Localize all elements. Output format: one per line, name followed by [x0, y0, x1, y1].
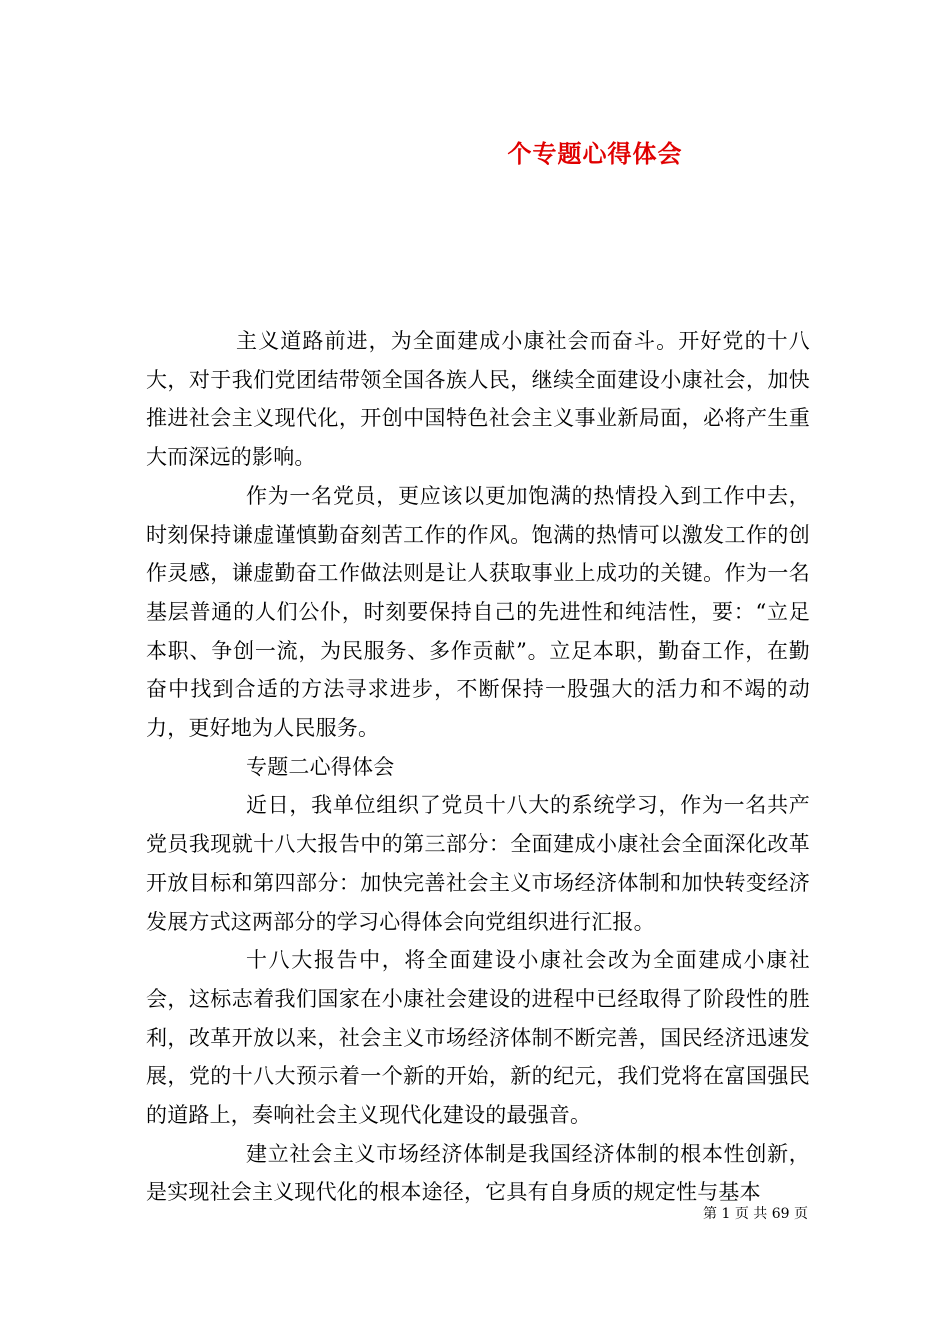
document-body	[146, 322, 810, 1212]
page-number-footer: 第 1 页 共 69 页	[703, 1206, 808, 1222]
section-heading: 专题二心得体会	[246, 754, 395, 779]
paragraph: 作为一名党员，更应该以更加饱满的热情投入到工作中去，时刻保持谦虚谨慎勤奋刻苦工作的作风。饱满的热情可以激发工作的创作灵感，谦虚勤奋工作做法则是让人获取事业上成功的关键。作为一名基层普通的人们公仆，时刻要保持自己的先进性和纯洁性，要：“立足本职、争创一流，为民服务、多作贡献”。立足本职，勤奋工作，在勤奋中找到合适的方法寻求进步，不断保持一股强大的活力和不竭的动力，更好地为人民服务。	[146, 483, 810, 741]
paragraph: 主义道路前进，为全面建成小康社会而奋斗。开好党的十八大，对于我们党团结带领全国各族人民，继续全面建设小康社会，加快推进社会主义现代化，开创中国特色社会主义事业新局面，必将产生重大而深远的影响。	[146, 329, 810, 470]
paragraph: 十八大报告中，将全面建设小康社会改为全面建成小康社会，这标志着我们国家在小康社会建设的进程中已经取得了阶段性的胜利，改革开放以来，社会主义市场经济体制不断完善，国民经济迅速发展，党的十八大预示着一个新的开始，新的纪元，我们党将在富国强民的道路上，奏响社会主义现代化建设的最强音。	[146, 948, 810, 1128]
page-title: 个专题心得体会	[507, 139, 683, 168]
paragraph: 近日，我单位组织了党员十八大的系统学习，作为一名共产党员我现就十八大报告中的第三部分：全面建成小康社会全面深化改革开放目标和第四部分：加快完善社会主义市场经济体制和加快转变经济发展方式这两部分的学习心得体会向党组织进行汇报。	[146, 793, 810, 934]
paragraph: 建立社会主义市场经济体制是我国经济体制的根本性创新，是实现社会主义现代化的根本途径，它具有自身质的规定性与基本	[146, 1141, 810, 1205]
